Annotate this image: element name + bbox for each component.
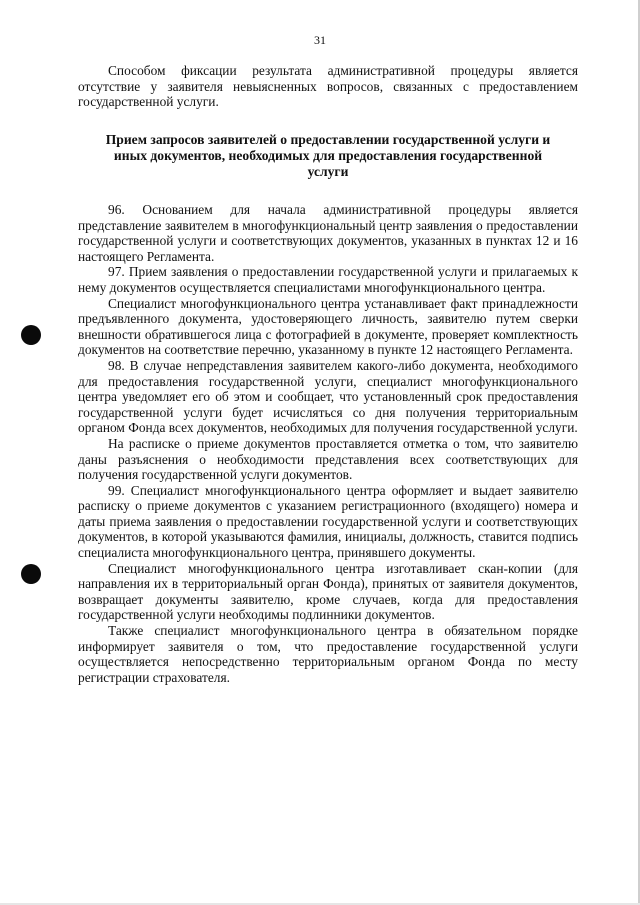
paragraph-98: 98. В случае непредставления заявителем какого-либо документа, необходимого для предоставления государственной услуги, специалист многофункционального центра уведомляет его об этом и сообщает, что установленный срок предоставления государственной услуги будет исчисляться со дня получения территориальным органом Фонда всех документов, необходимых для получения государственной услуги. — [78, 357, 578, 436]
section-heading: Прием запросов заявителей о предоставлении государственной услуги и иных документов, необходимых для предоставления государственной услуги — [105, 132, 551, 179]
paragraph-specialist-identity-check: Специалист многофункционального центра устанавливает факт принадлежности предъявленного документа, удостоверяющего личность, заявителю путем сверки внешности обратившегося лица с фотографией в документе, проверяет комплектность документов на соответствие перечню, указанному в пункте 12 настоящего Регламента. — [78, 295, 578, 358]
paragraph-scan-copies: Специалист многофункционального центра изготавливает скан-копии (для направления их в территориальный орган Фонда), принятых от заявителя документов, возвращает документы заявителю, кроме случаев, когда для предоставления государственной услуги необходимы подлинники документов. — [78, 560, 578, 623]
punch-hole-icon — [21, 564, 41, 584]
paragraph-receipt-mark: На расписке о приеме документов проставляется отметка о том, что заявителю даны разъяснения о необходимости представления всех соответствующих для получения государственной услуги документов. — [78, 435, 578, 483]
body-section — [78, 202, 578, 685]
punch-hole-icon — [21, 325, 41, 345]
intro-paragraph: Способом фиксации результата административной процедуры является отсутствие у заявителя невыясненных вопросов, связанных с предоставлением государственной услуги. — [78, 63, 578, 110]
paragraph-informs-applicant: Также специалист многофункционального центра в обязательном порядке информирует заявителя о том, что предоставление государственной услуги осуществляется непосредственно территориальным органом Фонда по месту регистрации страхователя. — [78, 623, 578, 685]
page-number: 31 — [314, 33, 326, 47]
paragraph-99: 99. Специалист многофункционального центра оформляет и выдает заявителю расписку о приеме документов с указанием регистрационного (входящего) номера и даты приема заявления о предоставлении государственной услуги и соответствующих документов, в которой указываются фамилия, инициалы, должность, ставится подпись специалиста многофункционального центра, принявшего документы. — [78, 482, 578, 561]
intro-section — [78, 63, 578, 110]
paragraph-97: 97. Прием заявления о предоставлении государственной услуги и прилагаемых к нему документов осуществляется специалистами многофункционального центра. — [78, 264, 578, 295]
paragraph-96: 96. Основанием для начала административной процедуры является представление заявителем в многофункциональный центр заявления о предоставлении государственной услуги и соответствующих документов, указанных в пунктах 12 и 16 настоящего Регламента. — [78, 202, 578, 264]
